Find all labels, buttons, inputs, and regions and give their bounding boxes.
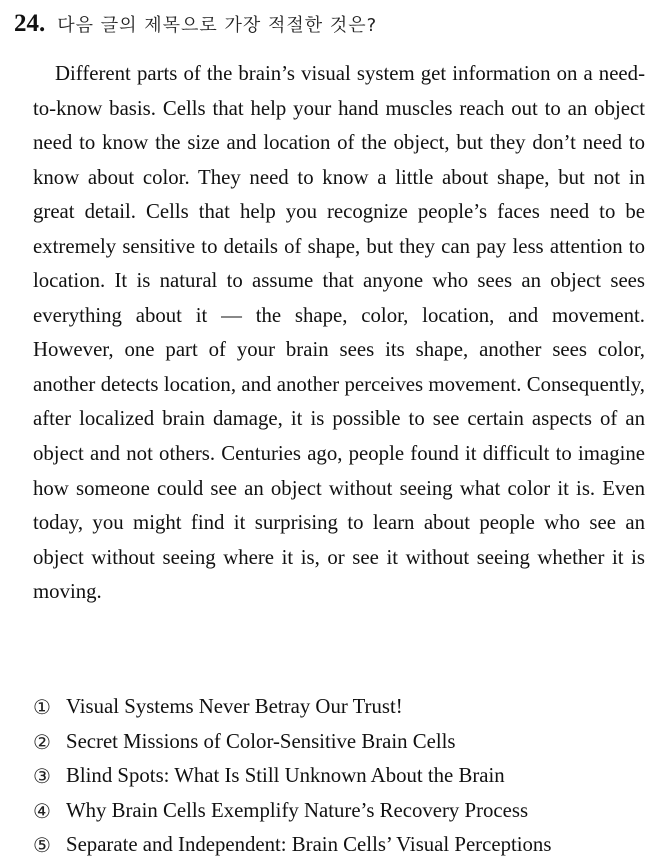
option-marker: ① bbox=[33, 695, 51, 720]
option-text: Why Brain Cells Exemplify Nature’s Recovery Process bbox=[66, 798, 529, 822]
answer-option-1[interactable] bbox=[33, 690, 658, 725]
question-number: 24. bbox=[14, 10, 46, 37]
answer-option-5[interactable] bbox=[33, 828, 658, 863]
option-marker: ④ bbox=[33, 798, 51, 823]
answer-option-2[interactable] bbox=[33, 725, 658, 760]
question-header bbox=[14, 8, 654, 42]
option-marker: ⑤ bbox=[33, 833, 51, 858]
option-text: Separate and Independent: Brain Cells’ Visual Perceptions bbox=[66, 833, 552, 857]
option-marker: ③ bbox=[33, 764, 51, 789]
answer-option-3[interactable] bbox=[33, 759, 658, 794]
passage-text: Different parts of the brain’s visual system get information on a need-to-know basis. Cells that help your hand muscles reach out to an object need to know the size and location of the object, but they don’t need to know about color. They need to know a little about shape, but not in great detail. Cells that help you recognize people’s faces need to be extremely sensitive to details of shape, but they can pay less attention to location. It is natural to assume that anyone who sees an object sees everything about it — the shape, color, location, and movement. However, one part of your brain sees its shape, another sees color, another detects location, and another perceives movement. Consequently, after localized brain damage, it is possible to see certain aspects of an object and not others. Centuries ago, people found it difficult to imagine how someone could see an object without seeing what color it is. Even today, you might find it surprising to learn about people who see an object without seeing where it is, or see it without seeing whether it is moving. bbox=[33, 62, 645, 604]
option-text: Blind Spots: What Is Still Unknown About the Brain bbox=[66, 764, 505, 788]
question-prompt: 다음 글의 제목으로 가장 적절한 것은? bbox=[57, 15, 378, 36]
option-text: Secret Missions of Color-Sensitive Brain Cells bbox=[66, 729, 456, 753]
answer-option-4[interactable] bbox=[33, 794, 658, 829]
option-marker: ② bbox=[33, 729, 51, 754]
option-text: Visual Systems Never Betray Our Trust! bbox=[66, 695, 403, 719]
answer-options bbox=[33, 690, 658, 863]
